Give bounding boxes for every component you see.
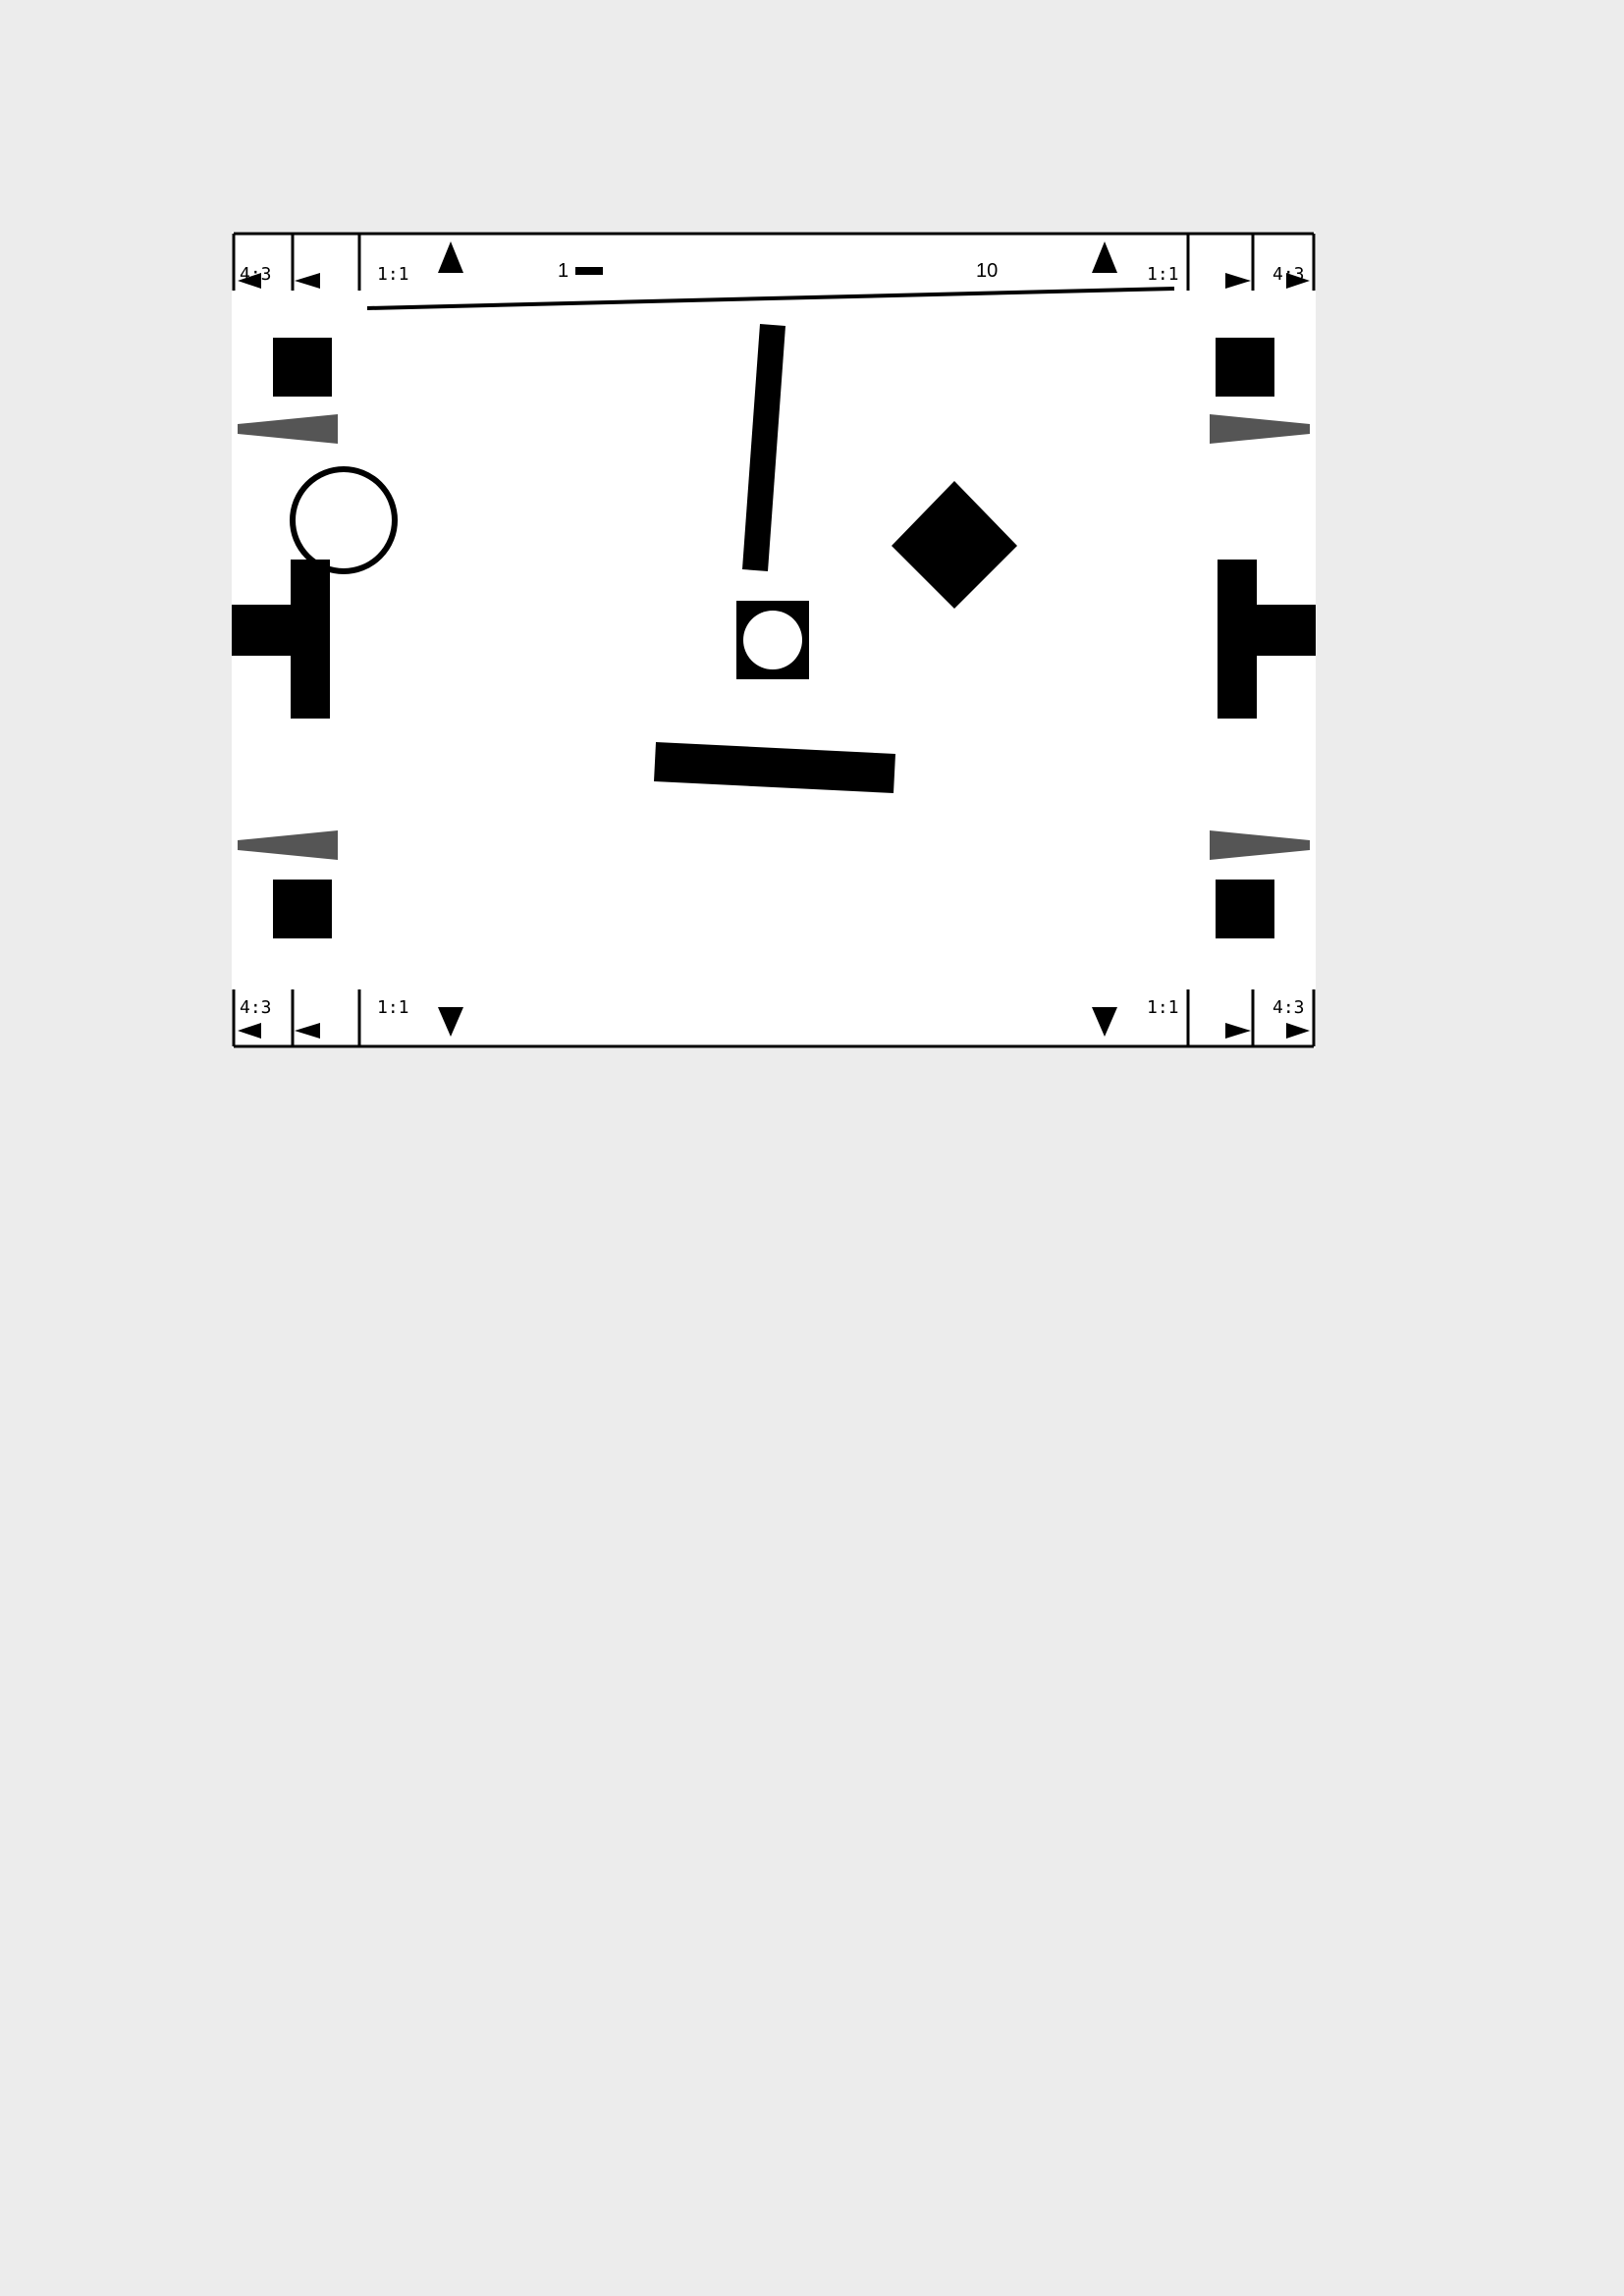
svg-text:1: 1: [558, 260, 569, 282]
svg-text:4:3: 4:3: [240, 264, 272, 285]
svg-text:4:3: 4:3: [240, 997, 272, 1018]
svg-text:4:3: 4:3: [1272, 997, 1305, 1018]
top-slanted-line: [367, 289, 1174, 308]
svg-text:4:3: 4:3: [1272, 264, 1305, 285]
svg-text:1:1: 1:1: [377, 264, 409, 285]
svg-text:1:1: 1:1: [1147, 264, 1179, 285]
test-chart-figure: [232, 232, 1316, 1048]
resolution-test-chart: [232, 232, 1316, 1048]
svg-text:10: 10: [976, 260, 999, 282]
svg-text:1:1: 1:1: [1147, 997, 1179, 1018]
svg-text:1:1: 1:1: [377, 997, 409, 1018]
